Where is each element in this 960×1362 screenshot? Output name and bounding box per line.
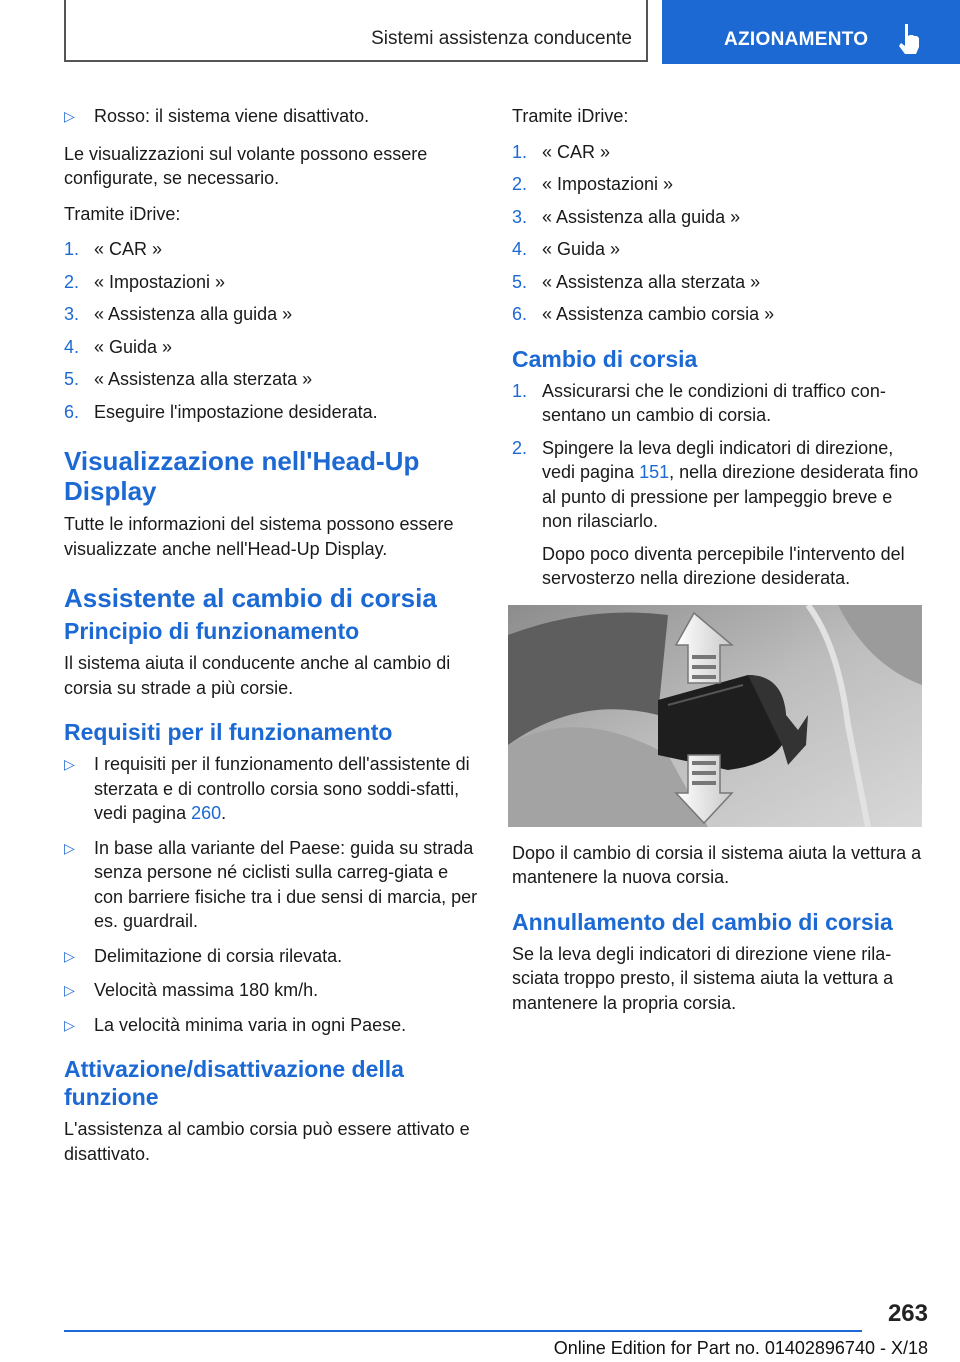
paragraph: Tramite iDrive: — [64, 203, 181, 224]
step-text: « Impostazioni » — [94, 271, 226, 292]
step-number: 2. — [512, 437, 528, 458]
heading-principio: Principio di funzionamento — [64, 618, 360, 644]
list-item — [64, 302, 480, 327]
turn-signal-lever-image — [508, 605, 922, 827]
step-text: , nella direzione desiderata fino al punto di pressione per lampeggio breve e non rilasciarlo. — [542, 462, 919, 531]
step-text: « Assistenza cambio corsia » — [542, 304, 775, 324]
heading-annullamento: Annullamento del cambio di corsia — [512, 908, 893, 935]
triangle-bullet-icon: ▷ — [64, 1016, 75, 1033]
step-text: Eseguire l'impostazione desiderata. — [94, 401, 378, 422]
header-section-title: Sistemi assistenza conducente — [371, 28, 632, 49]
step-text: « Guida » — [542, 239, 621, 259]
step-number: 3. — [64, 304, 80, 324]
triangle-bullet-icon: ▷ — [64, 947, 75, 964]
triangle-bullet-icon: ▷ — [64, 839, 75, 856]
bullet-text: In base alla variante del Paese: guida su strada senza persone né ciclisti sulla carreg-giata e con barriere fisiche tra i due sensi di marcia, per es. guardrail. — [94, 837, 478, 931]
step-number: 6. — [64, 401, 80, 422]
heading-attivazione: Attivazione/disattivazione della funzione — [64, 1056, 404, 1110]
lane-change-steps — [512, 379, 926, 591]
step-number: 1. — [512, 141, 528, 162]
step-number: 4. — [512, 239, 528, 259]
list-item — [64, 1013, 480, 1038]
bullet-text: Delimitazione di corsia rilevata. — [94, 945, 343, 966]
left-column — [64, 104, 480, 1177]
list-item — [64, 335, 480, 360]
bullet-text: La velocità minima varia in ogni Paese. — [94, 1014, 407, 1035]
steps-list — [512, 140, 926, 327]
list-item — [64, 270, 480, 295]
step-text: « Guida » — [94, 336, 173, 357]
step-number: 2. — [64, 271, 80, 292]
step-text: « CAR » — [542, 141, 611, 162]
triangle-bullet-icon: ▷ — [64, 108, 75, 124]
requirements-list — [64, 752, 480, 1037]
list-item — [512, 302, 926, 327]
step-text: « Assistenza alla guida » — [94, 304, 293, 324]
step-number: 5. — [64, 369, 80, 389]
list-item — [512, 172, 926, 197]
list-item — [512, 436, 926, 591]
list-item — [512, 270, 926, 295]
page-link[interactable]: 151 — [639, 462, 670, 482]
pointing-hand-icon — [894, 22, 922, 56]
step-text: « Impostazioni » — [542, 174, 674, 194]
heading-requisiti: Requisiti per il funzionamento — [64, 719, 393, 745]
list-item — [512, 205, 926, 230]
header-chapter-title: AZIONAMENTO — [724, 29, 869, 50]
page-number: 263 — [887, 1300, 928, 1327]
list-item — [64, 104, 480, 129]
step-note: Dopo poco diventa percepibile l'intervento del servosterzo nella direzione desiderata. — [542, 543, 905, 588]
triangle-bullet-icon: ▷ — [64, 982, 75, 998]
list-item — [64, 836, 480, 934]
list-item — [64, 978, 480, 1003]
step-number: 6. — [512, 304, 528, 324]
paragraph: Tramite iDrive: — [512, 106, 629, 126]
paragraph: L'assistenza al cambio corsia può essere attivato e disattivato. — [64, 1119, 470, 1164]
step-text: « Assistenza alla sterzata » — [542, 271, 761, 292]
punctuation: . — [221, 803, 227, 823]
list-item — [64, 367, 480, 392]
header-section-box — [64, 0, 648, 62]
heading-assistente: Assistente al cambio di corsia — [64, 583, 437, 613]
heading-hud: Visualizzazione nell'Head-Up Display — [64, 446, 420, 506]
paragraph: Dopo il cambio di corsia il sistema aiuta la vettura a mantenere la nuova corsia. — [512, 842, 922, 887]
bullet-text: Rosso: il sistema viene disattivato. — [94, 106, 370, 126]
paragraph: Se la leva degli indicatori di direzione viene rila-sciata troppo presto, il sistema aiuta la vettura a mantenere la propria corsia. — [512, 943, 894, 1013]
list-item — [64, 400, 480, 425]
list-item — [512, 237, 926, 262]
step-number: 1. — [512, 380, 528, 401]
step-number: 2. — [512, 174, 528, 194]
list-item — [512, 379, 926, 428]
step-number: 1. — [64, 239, 80, 259]
heading-cambio: Cambio di corsia — [512, 345, 698, 372]
footer-edition: Online Edition for Part no. 01402896740 - X/18 — [553, 1338, 928, 1358]
list-item — [64, 944, 480, 969]
list-item — [64, 752, 480, 826]
step-number: 3. — [512, 206, 528, 227]
step-text: « CAR » — [94, 239, 163, 259]
step-text: « Assistenza alla sterzata » — [94, 369, 313, 389]
step-number: 4. — [64, 336, 80, 357]
right-column — [512, 104, 926, 1026]
steps-list — [64, 237, 480, 424]
triangle-bullet-icon: ▷ — [64, 756, 75, 772]
list-item — [64, 237, 480, 262]
step-text: « Assistenza alla guida » — [542, 206, 741, 227]
header-chapter-tab[interactable] — [662, 0, 960, 64]
step-text: Assicurarsi che le condizioni di traffico con-sentano un cambio di corsia. — [542, 380, 886, 425]
paragraph: Tutte le informazioni del sistema possono essere visualizzate anche nell'Head-Up Display. — [64, 514, 454, 559]
step-text: Spingere la leva degli indicatori di direzione, vedi pagina — [542, 437, 894, 482]
list-item — [512, 140, 926, 165]
bullet-text: I requisiti per il funzionamento dell'assistente di sterzata e di controllo corsia sono soddi-sfatti, vedi pagina — [94, 754, 470, 823]
step-number: 5. — [512, 271, 528, 292]
bullet-text: Velocità massima 180 km/h. — [94, 980, 319, 1000]
paragraph: Le visualizzazioni sul volante possono essere configurate, se necessario. — [64, 143, 428, 188]
page-link[interactable]: 260 — [191, 803, 222, 823]
footer-divider — [64, 1330, 862, 1332]
paragraph: Il sistema aiuta il conducente anche al cambio di corsia su strade a più corsie. — [64, 653, 451, 698]
